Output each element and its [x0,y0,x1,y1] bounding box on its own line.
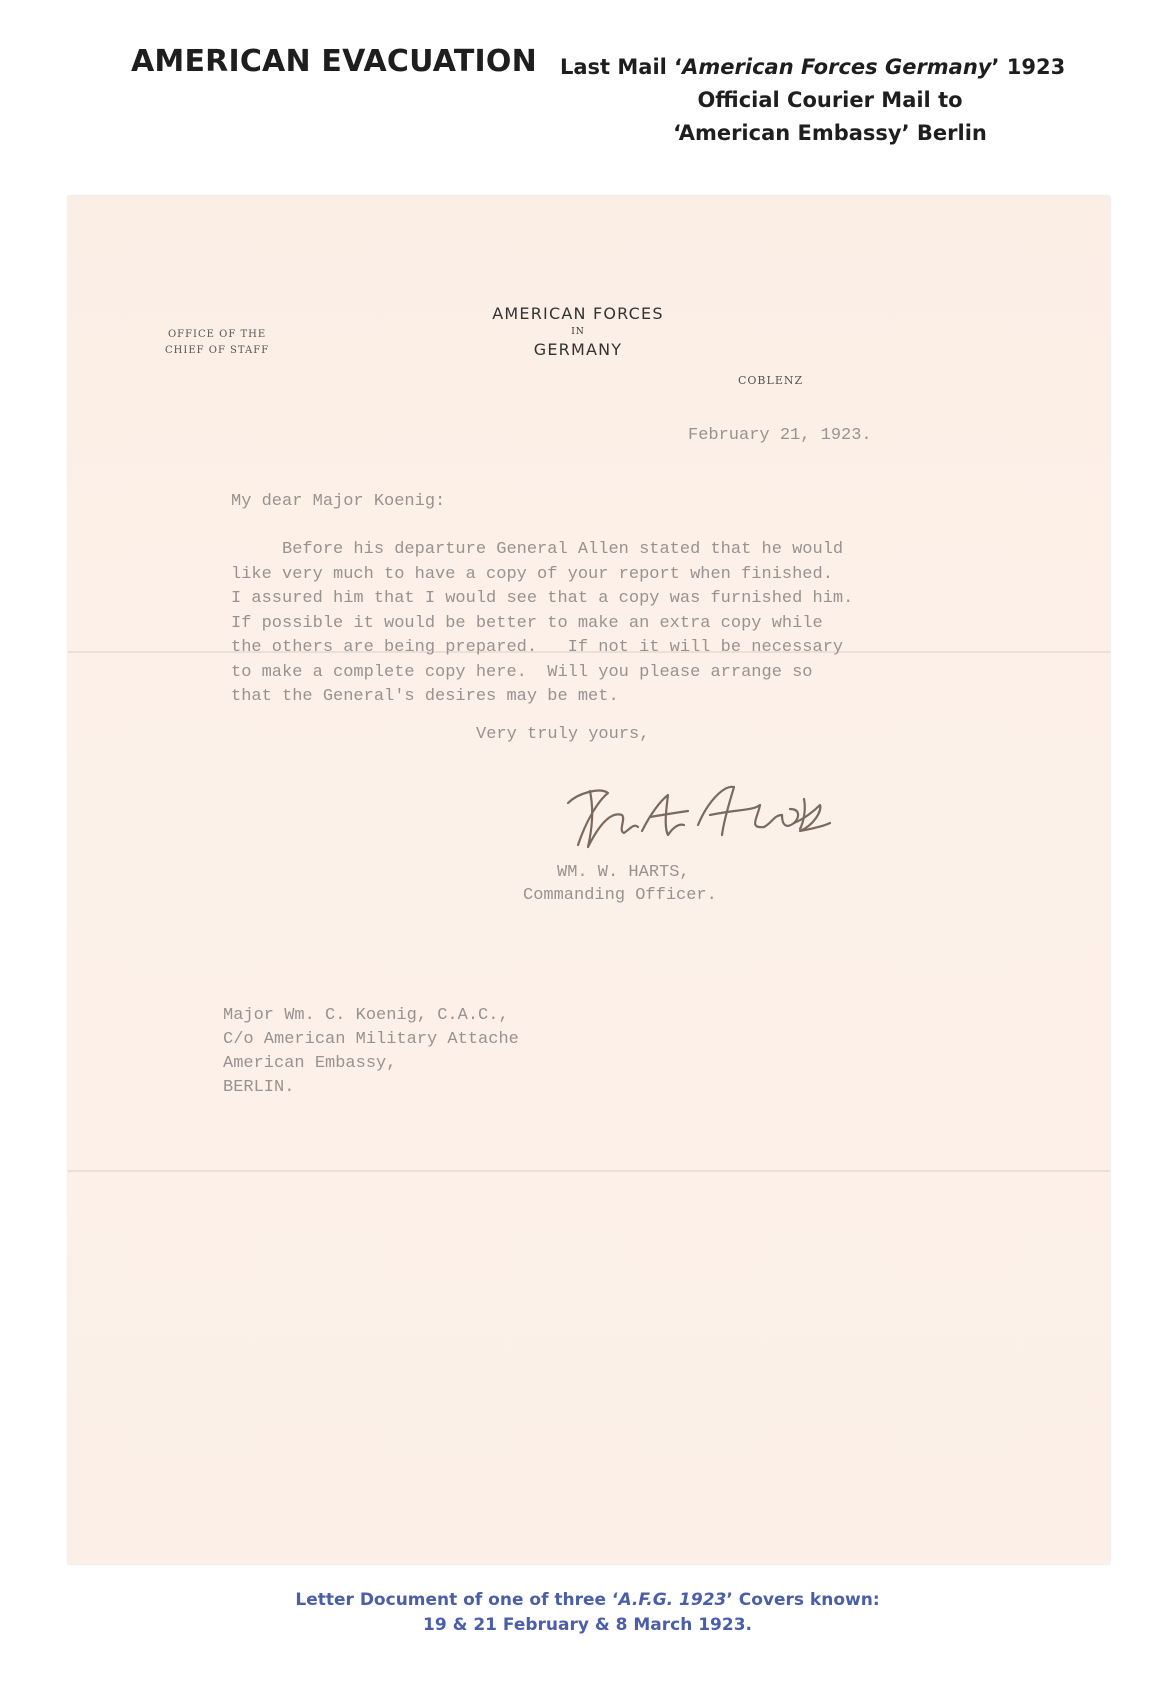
album-title: AMERICAN EVACUATION [131,44,537,79]
letter-paper [68,196,1110,1564]
letterhead-city: COBLENZ [738,374,804,387]
subtitle-line-2: Official Courier Mail to [697,88,963,112]
org-in: IN [571,327,585,337]
caption-line-2: 19 & 21 February & 8 March 1923. [423,1615,752,1635]
letter-salutation: My dear Major Koenig: [231,492,446,511]
subtitle-line-3: ‘American Embassy’ Berlin [673,121,987,145]
subtitle-italic: American Forces Germany [682,55,992,79]
caption-pre: Letter Document of one of three ‘ [295,1590,619,1610]
office-line-1: OFFICE OF THE [167,329,267,340]
recipient-address: Major Wm. C. Koenig, C.A.C., C/o American Military Attache American Embassy, BERLIN. [223,1006,519,1097]
letterhead-office [165,327,269,359]
signatory-title: Commanding Officer. [523,886,717,905]
subtitle-post: ’ 1923 [991,55,1066,79]
handwritten-signature [538,771,838,861]
fold-line [68,1170,1110,1172]
org-line-1: AMERICAN FORCES [492,304,664,323]
letter-closing: Very truly yours, [476,725,650,744]
signatory-name: WM. W. HARTS, [557,863,690,882]
letter-date: February 21, 1923. [688,426,872,445]
page-caption [0,1588,1175,1638]
org-line-2: GERMANY [533,340,623,359]
subtitle-line-1 [560,51,1100,84]
caption-line-1 [0,1588,1175,1613]
subtitle-pre: Last Mail ‘ [560,55,683,79]
letterhead-organization [448,304,708,359]
letter-body: Before his departure General Allen stated that he would like very much to have a copy of your report when finished. I assured him that I would see that a copy was furnished him. If possible it would be better to make an extra copy while the others are being prepared. If not it will be necessary to make a complete copy here. Will you please arrange so that the General's desires may be met. [231,540,854,706]
album-subtitle [560,51,1100,150]
office-line-2: CHIEF OF STAFF [165,345,270,356]
caption-post: ’ Covers known: [726,1590,880,1610]
caption-italic: A.F.G. 1923 [618,1590,727,1610]
